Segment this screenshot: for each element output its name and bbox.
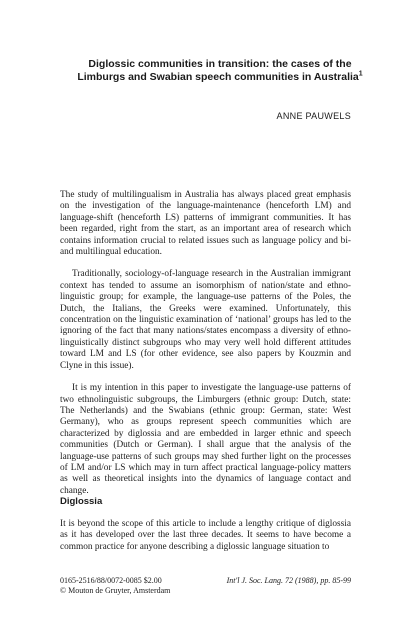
footer-citation: Int'l J. Soc. Lang. 72 (1988), pp. 85-99 xyxy=(226,576,351,585)
footer-publisher-line: © Mouton de Gruyter, Amsterdam xyxy=(60,586,171,595)
title-footnote-mark: 1 xyxy=(358,70,363,78)
section-heading-diglossia: Diglossia xyxy=(60,496,103,507)
article-title xyxy=(60,58,380,84)
footer-publisher-info xyxy=(60,576,170,596)
article-title-line-1: Diglossic communities in transition: the cases of the xyxy=(88,58,352,70)
footer-code-line: 0165-2516/88/0072-0085 $2.00 xyxy=(60,576,162,585)
section-paragraph: It is beyond the scope of this article to include a lengthy critique of diglossia as it has developed over the last three decades. It seems to have become a common practice for anyone describing a diglossic language situation to xyxy=(60,519,351,552)
article-title-line-2-text: Limburgs and Swabian speech communities in Australia xyxy=(77,71,359,83)
article-body xyxy=(60,190,351,508)
article-title-line-2 xyxy=(60,71,380,84)
body-paragraph-3: It is my intention in this paper to investigate the language-use patterns of two ethnolinguistic subgroups, the Limburgers (ethnic group: Dutch, state: The Netherlands) and the Swabians (ethnic group: German, state: West Germany), who as groups represent speech communities which are characterized by diglossia and are embedded in larger ethnic and speech communities (Dutch or German). I shall argue that the analysis of the language-use patterns of such groups may shed further light on the processes of LM and/or LS which may in turn affect practical language-policy matters as well as theoretical insights into the dynamics of language contact and change. xyxy=(60,383,351,496)
body-paragraph-2: Traditionally, sociology-of-language research in the Australian immigrant context has tended to assume an isomorphism of nation/state and ethno-linguistic group; for example, the language-use patterns of the Poles, the Dutch, the Italians, the Greeks were examined. Unfortunately, this concentration on the linguistic examination of ‘national’ groups has led to the ignoring of the fact that many nations/states encompass a diversity of ethno-linguistically distinct subgroups who may very well hold different attitudes toward LM and LS (for other evidence, see also papers by Kouzmin and Clyne in this issue). xyxy=(60,269,351,371)
author-name: ANNE PAUWELS xyxy=(276,111,351,121)
body-paragraph-1: The study of multilingualism in Australia has always placed great emphasis on the investigation of the language-maintenance (henceforth LM) and language-shift (henceforth LS) patterns of immigrant communities. It has been regarded, right from the start, as an important area of research which contains information crucial to related issues such as language policy and bi- and multilingual education. xyxy=(60,190,351,258)
